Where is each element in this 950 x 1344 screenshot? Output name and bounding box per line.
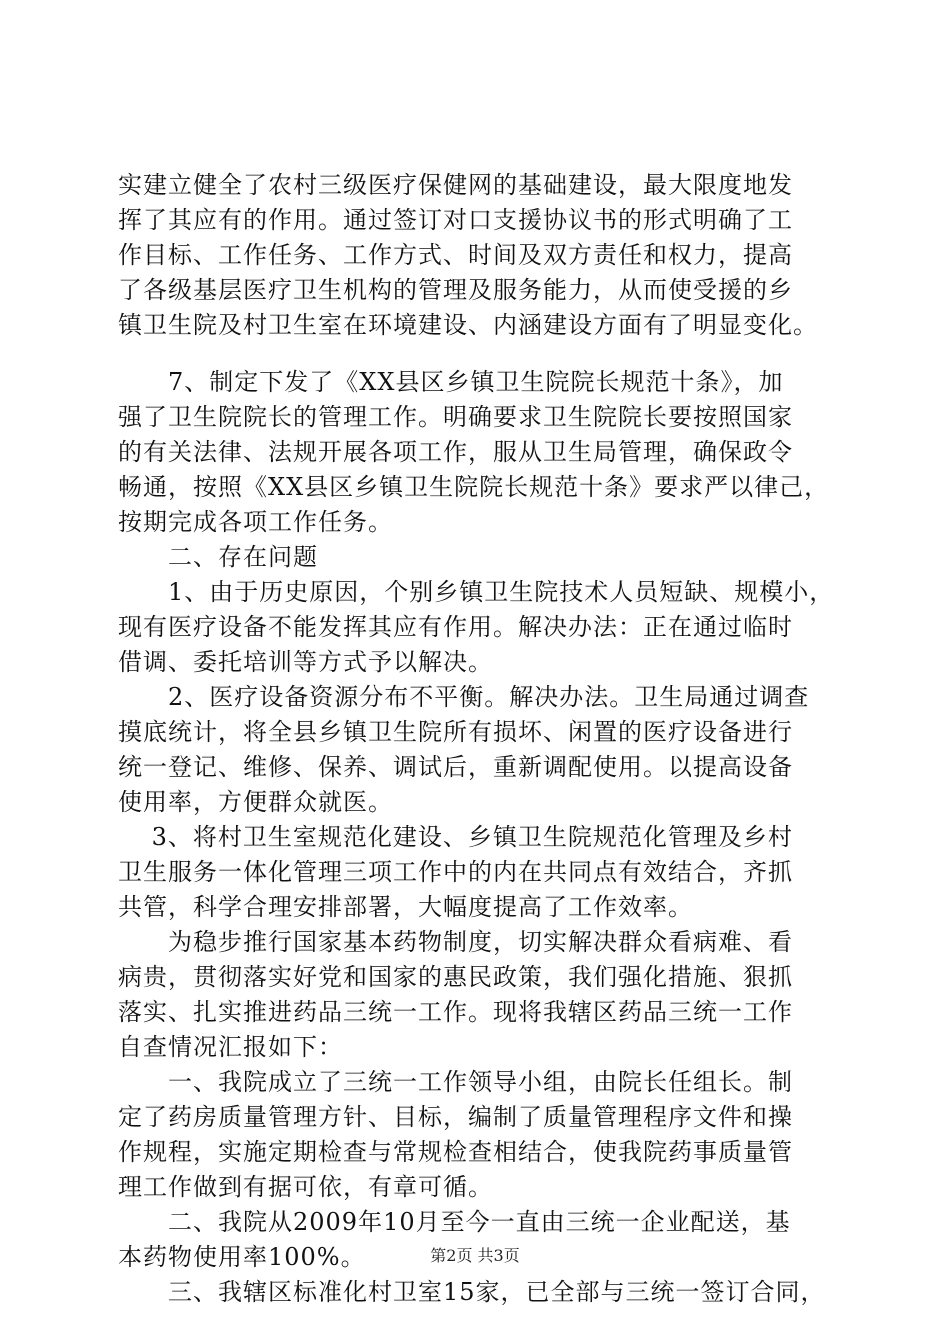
text-line: 镇卫生院及村卫生室在环境建设、内涵建设方面有了明显变化。 [118,311,818,339]
text-line: 卫生服务一体化管理三项工作中的内在共同点有效结合，齐抓 [118,858,793,886]
text-line: 作目标、工作任务、工作方式、时间及双方责任和权力，提高 [118,241,793,269]
text-line: 挥了其应有的作用。通过签订对口支援协议书的形式明确了工 [118,206,793,234]
paragraph [118,820,848,925]
text-line: 畅通，按照《XX县区乡镇卫生院院长规范十条》要求严以律己， [118,473,830,501]
paragraph [118,1065,848,1205]
text-line: 了各级基层医疗卫生机构的管理及服务能力，从而使受援的乡 [118,276,793,304]
text-line: 统一登记、维修、保养、调试后，重新调配使用。以提高设备 [118,753,793,781]
paragraph [118,540,848,575]
paragraph [118,168,848,343]
text-line: 共管，科学合理安排部署，大幅度提高了工作效率。 [118,893,693,921]
paragraph [118,925,848,1065]
paragraph [118,1275,848,1310]
text-line: 使用率，方便群众就医。 [118,788,393,816]
text-line: 自查情况汇报如下： [118,1033,343,1061]
text-line: 落实、扎实推进药品三统一工作。现将我辖区药品三统一工作 [118,998,793,1026]
text-line: 病贵，贯彻落实好党和国家的惠民政策，我们强化措施、狠抓 [118,963,793,991]
text-line: 本药物使用率100%。 [118,1243,366,1271]
text-line: 3、将村卫生室规范化建设、乡镇卫生院规范化管理及乡村 [118,823,793,851]
text-line: 现有医疗设备不能发挥其应有作用。解决办法：正在通过临时 [118,613,793,641]
paragraph [118,575,848,680]
text-line: 1、由于历史原因，个别乡镇卫生院技术人员短缺、规模小， [118,578,835,606]
document-body [118,168,848,1310]
text-line: 7、制定下发了《XX县区乡镇卫生院院长规范十条》，加 [118,368,784,396]
text-line: 一、我院成立了三统一工作领导小组，由院长任组长。制 [118,1068,793,1096]
text-line: 实建立健全了农村三级医疗保健网的基础建设，最大限度地发 [118,171,793,199]
text-line: 的有关法律、法规开展各项工作，服从卫生局管理，确保政令 [118,438,793,466]
text-line: 定了药房质量管理方针、目标，编制了质量管理程序文件和操 [118,1103,793,1131]
text-line: 二、存在问题 [118,543,318,571]
paragraph-gap [118,343,848,365]
text-line: 理工作做到有据可依，有章可循。 [118,1173,493,1201]
text-line: 三、我辖区标准化村卫室15家，已全部与三统一签订合同， [118,1278,826,1306]
text-line: 摸底统计，将全县乡镇卫生院所有损坏、闲置的医疗设备进行 [118,718,793,746]
text-line: 2、医疗设备资源分布不平衡。解决办法。卫生局通过调查 [118,683,810,711]
text-line: 作规程，实施定期检查与常规检查相结合，使我院药事质量管 [118,1138,793,1166]
paragraph [118,365,848,540]
text-line: 借调、委托培训等方式予以解决。 [118,648,493,676]
text-line: 按期完成各项工作任务。 [118,508,393,536]
page-footer: 第2页 共3页 [430,1246,520,1265]
text-line: 二、我院从2009年10月至今一直由三统一企业配送，基 [118,1208,791,1236]
text-line: 强了卫生院院长的管理工作。明确要求卫生院院长要按照国家 [118,403,793,431]
text-line: 为稳步推行国家基本药物制度，切实解决群众看病难、看 [118,928,793,956]
paragraph [118,680,848,820]
